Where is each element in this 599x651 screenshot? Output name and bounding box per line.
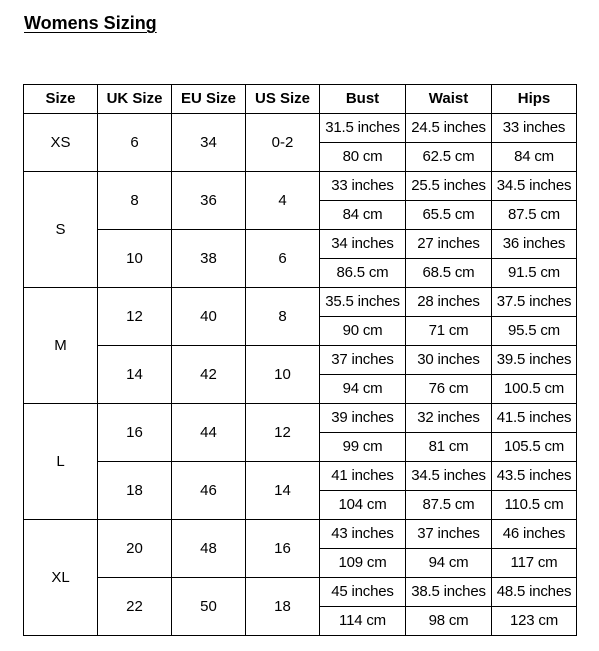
table-row [24,346,577,375]
hips-cm-cell: 123 cm [492,607,577,636]
uk-size-cell: 20 [98,520,172,578]
header-bust: Bust [320,85,406,114]
hips-inches-cell: 39.5 inches [492,346,577,375]
size-label-cell: M [24,288,98,404]
waist-cm-cell: 62.5 cm [406,143,492,172]
waist-cm-cell: 94 cm [406,549,492,578]
waist-cm-cell: 76 cm [406,375,492,404]
waist-cm-cell: 87.5 cm [406,491,492,520]
header-size: Size [24,85,98,114]
eu-size-cell: 34 [172,114,246,172]
eu-size-cell: 48 [172,520,246,578]
bust-cm-cell: 86.5 cm [320,259,406,288]
bust-cm-cell: 80 cm [320,143,406,172]
hips-inches-cell: 33 inches [492,114,577,143]
waist-inches-cell: 37 inches [406,520,492,549]
us-size-cell: 14 [246,462,320,520]
size-table-body [24,114,577,636]
table-row [24,172,577,201]
table-row [24,288,577,317]
eu-size-cell: 42 [172,346,246,404]
us-size-cell: 0-2 [246,114,320,172]
hips-inches-cell: 48.5 inches [492,578,577,607]
header-uk-size: UK Size [98,85,172,114]
size-chart-table [23,84,577,636]
bust-cm-cell: 99 cm [320,433,406,462]
table-row [24,230,577,259]
waist-cm-cell: 71 cm [406,317,492,346]
uk-size-cell: 6 [98,114,172,172]
hips-inches-cell: 37.5 inches [492,288,577,317]
us-size-cell: 18 [246,578,320,636]
eu-size-cell: 40 [172,288,246,346]
uk-size-cell: 18 [98,462,172,520]
bust-inches-cell: 41 inches [320,462,406,491]
hips-inches-cell: 34.5 inches [492,172,577,201]
uk-size-cell: 16 [98,404,172,462]
bust-inches-cell: 39 inches [320,404,406,433]
size-label-cell: L [24,404,98,520]
waist-inches-cell: 38.5 inches [406,578,492,607]
bust-inches-cell: 33 inches [320,172,406,201]
hips-inches-cell: 43.5 inches [492,462,577,491]
header-eu-size: EU Size [172,85,246,114]
hips-cm-cell: 91.5 cm [492,259,577,288]
table-row [24,520,577,549]
uk-size-cell: 8 [98,172,172,230]
hips-cm-cell: 95.5 cm [492,317,577,346]
hips-cm-cell: 117 cm [492,549,577,578]
waist-inches-cell: 34.5 inches [406,462,492,491]
bust-cm-cell: 114 cm [320,607,406,636]
bust-cm-cell: 94 cm [320,375,406,404]
waist-inches-cell: 32 inches [406,404,492,433]
uk-size-cell: 12 [98,288,172,346]
waist-cm-cell: 81 cm [406,433,492,462]
hips-inches-cell: 41.5 inches [492,404,577,433]
bust-cm-cell: 109 cm [320,549,406,578]
us-size-cell: 16 [246,520,320,578]
header-waist: Waist [406,85,492,114]
us-size-cell: 10 [246,346,320,404]
hips-inches-cell: 36 inches [492,230,577,259]
header-hips: Hips [492,85,577,114]
table-row [24,404,577,433]
size-label-cell: XL [24,520,98,636]
uk-size-cell: 22 [98,578,172,636]
hips-cm-cell: 100.5 cm [492,375,577,404]
bust-cm-cell: 84 cm [320,201,406,230]
waist-inches-cell: 27 inches [406,230,492,259]
uk-size-cell: 10 [98,230,172,288]
bust-cm-cell: 104 cm [320,491,406,520]
size-label-cell: XS [24,114,98,172]
header-us-size: US Size [246,85,320,114]
table-row [24,578,577,607]
table-row [24,114,577,143]
waist-cm-cell: 98 cm [406,607,492,636]
eu-size-cell: 50 [172,578,246,636]
hips-cm-cell: 110.5 cm [492,491,577,520]
us-size-cell: 4 [246,172,320,230]
bust-inches-cell: 43 inches [320,520,406,549]
bust-inches-cell: 31.5 inches [320,114,406,143]
waist-inches-cell: 28 inches [406,288,492,317]
us-size-cell: 12 [246,404,320,462]
eu-size-cell: 44 [172,404,246,462]
header-row [24,85,577,114]
waist-cm-cell: 68.5 cm [406,259,492,288]
waist-cm-cell: 65.5 cm [406,201,492,230]
bust-inches-cell: 37 inches [320,346,406,375]
table-row [24,462,577,491]
eu-size-cell: 46 [172,462,246,520]
waist-inches-cell: 24.5 inches [406,114,492,143]
eu-size-cell: 36 [172,172,246,230]
hips-cm-cell: 87.5 cm [492,201,577,230]
size-label-cell: S [24,172,98,288]
bust-inches-cell: 45 inches [320,578,406,607]
waist-inches-cell: 25.5 inches [406,172,492,201]
us-size-cell: 6 [246,230,320,288]
bust-inches-cell: 35.5 inches [320,288,406,317]
uk-size-cell: 14 [98,346,172,404]
eu-size-cell: 38 [172,230,246,288]
hips-inches-cell: 46 inches [492,520,577,549]
bust-inches-cell: 34 inches [320,230,406,259]
hips-cm-cell: 105.5 cm [492,433,577,462]
waist-inches-cell: 30 inches [406,346,492,375]
bust-cm-cell: 90 cm [320,317,406,346]
page-title: Womens Sizing [24,13,157,33]
us-size-cell: 8 [246,288,320,346]
hips-cm-cell: 84 cm [492,143,577,172]
